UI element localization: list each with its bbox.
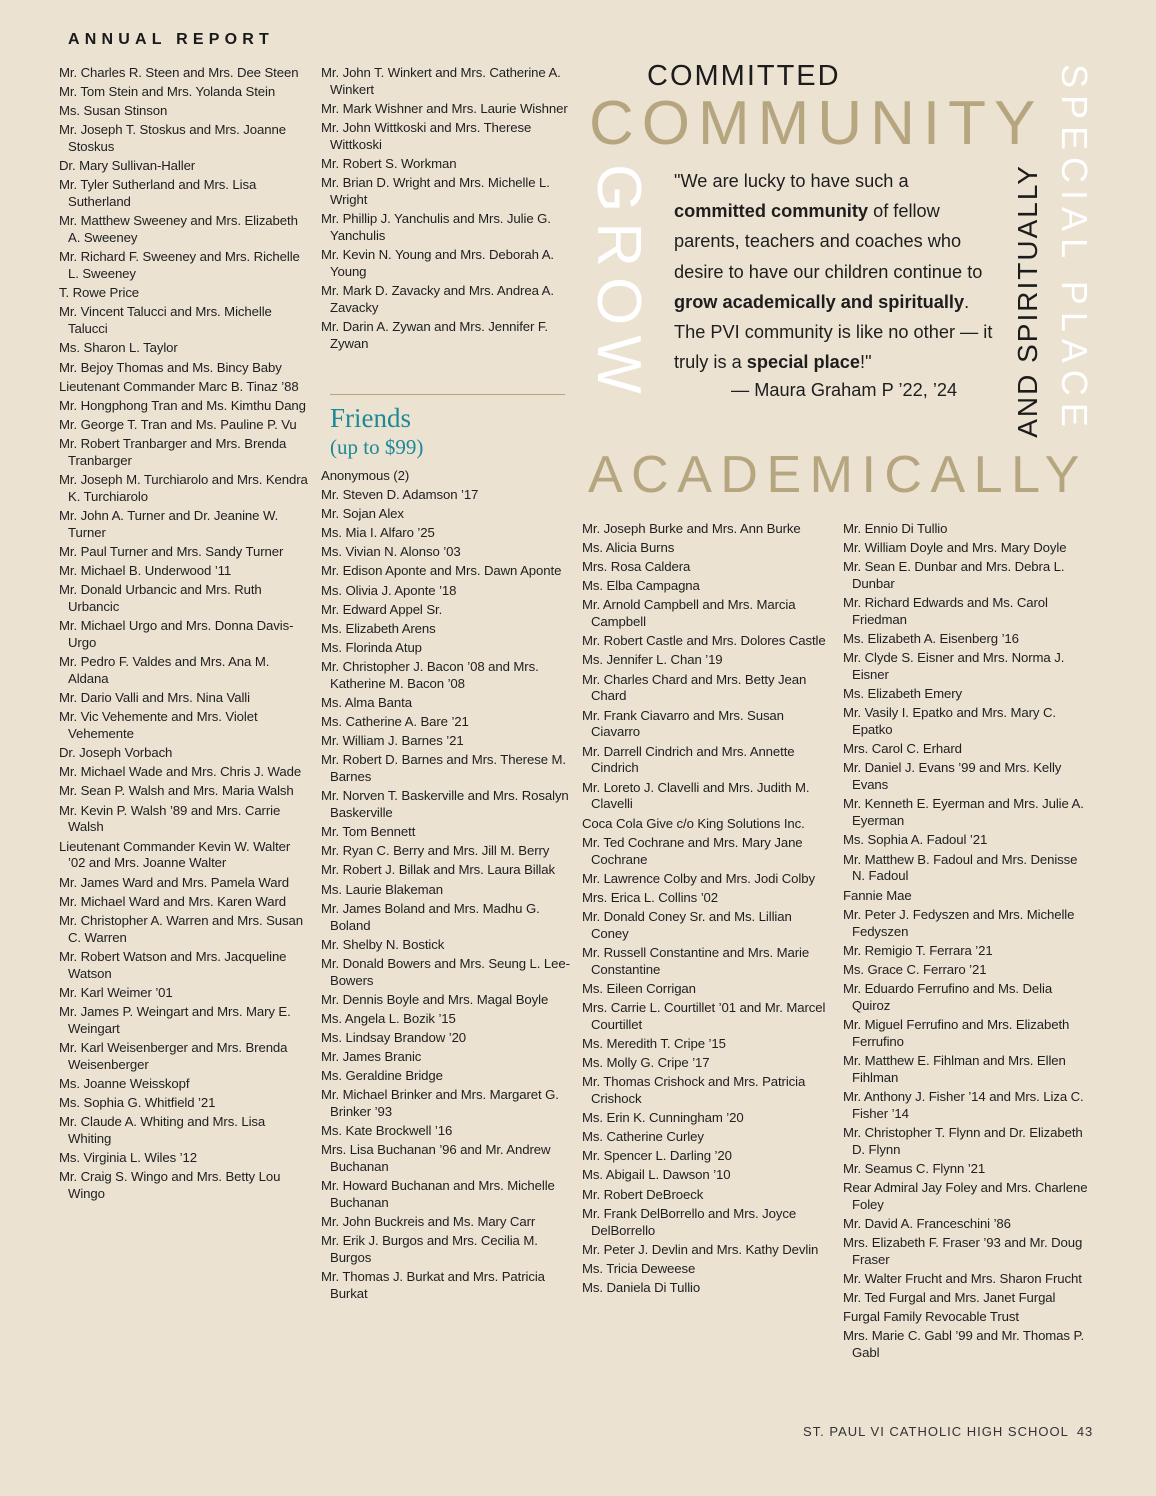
donor-entry: Mr. Paul Turner and Mrs. Sandy Turner <box>59 543 284 559</box>
donor-entry: Ms. Kate Brockwell ’16 <box>321 1123 453 1139</box>
donor-entry: Mr. Michael Wade and Mrs. Chris J. Wade <box>59 764 302 780</box>
donor-entry: Mrs. Carol C. Erhard <box>843 741 962 757</box>
donor-entry: Mr. Karl Weimer ’01 <box>59 984 173 1000</box>
donor-entry: Coca Cola Give c/o King Solutions Inc. <box>582 815 805 831</box>
donor-entry: Mr. Christopher T. Flynn and Dr. Elizabeth D. Flynn <box>843 1124 1083 1157</box>
donor-entry: Ms. Catherine A. Bare ’21 <box>321 714 469 730</box>
donor-entry: Ms. Laurie Blakeman <box>321 881 443 897</box>
donor-entry: Mr. Craig S. Wingo and Mrs. Betty Lou Wingo <box>59 1169 281 1201</box>
donor-entry: Ms. Eileen Corrigan <box>582 980 696 996</box>
donor-entry: Mr. Thomas J. Burkat and Mrs. Patricia Burkat <box>321 1269 545 1302</box>
donor-entry: Ms. Sharon L. Taylor <box>59 340 178 356</box>
donor-entry: Mr. Ted Cochrane and Mrs. Mary Jane Cochrane <box>582 834 803 867</box>
donor-entry: Mr. Erik J. Burgos and Mrs. Cecilia M. Burgos <box>321 1233 538 1266</box>
donor-entry: Mr. Tom Bennett <box>321 824 416 840</box>
donor-entry: Ms. Vivian N. Alonso ’03 <box>321 544 461 560</box>
donor-entry: Mr. Robert S. Workman <box>321 156 457 172</box>
donor-entry: Mr. Christopher J. Bacon ’08 and Mrs. Katherine M. Bacon ’08 <box>321 658 539 691</box>
donor-entry: Mr. Frank Ciavarro and Mrs. Susan Ciavarro <box>582 707 784 740</box>
donor-entry: Mr. Donald Bowers and Mrs. Seung L. Lee-Bowers <box>321 955 570 988</box>
donor-entry: Mr. James Ward and Mrs. Pamela Ward <box>59 874 290 890</box>
donor-entry: Mr. William Doyle and Mrs. Mary Doyle <box>843 540 1067 556</box>
donor-entry: Rear Admiral Jay Foley and Mrs. Charlene Foley <box>843 1179 1088 1212</box>
word-community: COMMUNITY <box>589 89 1044 158</box>
donor-entry: Mr. John T. Winkert and Mrs. Catherine A. Winkert <box>321 65 561 97</box>
donor-entry: Lieutenant Commander Marc B. Tinaz ’88 <box>59 378 299 394</box>
donor-entry: Mr. Norven T. Baskerville and Mrs. Rosalyn Baskerville <box>321 788 569 821</box>
donor-entry: Mrs. Marie C. Gabl ’99 and Mr. Thomas P. Gabl <box>843 1328 1085 1361</box>
donor-entry: Ms. Elizabeth A. Eisenberg ’16 <box>843 631 1019 647</box>
donor-entry: Ms. Elizabeth Emery <box>843 686 963 702</box>
donor-entry: Mr. Tyler Sutherland and Mrs. Lisa Sutherland <box>59 177 257 210</box>
school-name: ST. PAUL VI CATHOLIC HIGH SCHOOL <box>803 1424 1069 1439</box>
donor-entry: Mr. Kevin P. Walsh ’89 and Mrs. Carrie Walsh <box>59 802 281 835</box>
donor-entry: Mr. Robert Castle and Mrs. Dolores Castle <box>582 633 826 649</box>
donor-entry: Mr. Loreto J. Clavelli and Mrs. Judith M. Clavelli <box>582 779 810 812</box>
donor-entry: Mr. Robert J. Billak and Mrs. Laura Billak <box>321 862 555 878</box>
donor-entry: Mr. Darrell Cindrich and Mrs. Annette Cindrich <box>582 743 795 776</box>
donor-entry: Mr. Robert Watson and Mrs. Jacqueline Watson <box>59 948 287 981</box>
donor-entry: Mrs. Carrie L. Courtillet ’01 and Mr. Marcel Courtillet <box>582 999 826 1032</box>
donor-entry: Mr. Matthew B. Fadoul and Mrs. Denisse N. Fadoul <box>843 851 1078 884</box>
donor-entry: Mr. Seamus C. Flynn ’21 <box>843 1160 986 1176</box>
donor-entry: Mr. Matthew Sweeney and Mrs. Elizabeth A. Sweeney <box>59 213 298 246</box>
donor-entry: Mr. Edward Appel Sr. <box>321 601 443 617</box>
donor-entry: Mr. Joseph T. Stoskus and Mrs. Joanne Stoskus <box>59 122 286 155</box>
donor-entry: Mrs. Rosa Caldera <box>582 559 691 575</box>
donor-entry: Mr. Vic Vehemente and Mrs. Violet Vehemente <box>59 709 258 742</box>
quote-attribution: — Maura Graham P ’22, ’24 <box>731 380 958 401</box>
section-divider <box>330 394 565 395</box>
donor-entry: Ms. Meredith T. Cripe ’15 <box>582 1035 726 1051</box>
donor-entry: Mr. Tom Stein and Mrs. Yolanda Stein <box>59 84 276 100</box>
word-and-spiritually: AND SPIRITUALLY <box>1012 164 1043 438</box>
donor-entry: Ms. Elba Campagna <box>582 578 700 594</box>
donor-entry: Mr. Shelby N. Bostick <box>321 936 445 952</box>
donor-entry: Mr. Karl Weisenberger and Mrs. Brenda Weisenberger <box>59 1039 288 1072</box>
donor-entry: Mr. Remigio T. Ferrara ’21 <box>843 942 993 958</box>
donor-entry: Mr. Donald Coney Sr. and Ms. Lillian Coney <box>582 908 792 941</box>
donor-entry: Mr. Arnold Campbell and Mrs. Marcia Campbell <box>582 597 796 630</box>
donor-entry: Mr. Mark Wishner and Mrs. Laurie Wishner <box>321 101 568 116</box>
quote-emphasis: grow academically and spiritually <box>674 291 965 312</box>
donor-entry: Dr. Joseph Vorbach <box>59 745 173 761</box>
donor-entry: Mr. Brian D. Wright and Mrs. Michelle L. Wright <box>321 175 550 208</box>
donor-entry: Mr. Vasily I. Epatko and Mrs. Mary C. Epatko <box>843 705 1056 738</box>
donor-entry: Mr. Ted Furgal and Mrs. Janet Furgal <box>843 1290 1056 1306</box>
donor-entry: Mr. Michael B. Underwood ’11 <box>59 563 232 579</box>
donor-entry: Mr. John Buckreis and Ms. Mary Carr <box>321 1214 536 1230</box>
donor-entry: Mr. Sojan Alex <box>321 506 404 522</box>
quote-part: . The PVI community is like no other — it truly is a <box>674 291 993 373</box>
donor-entry: Ms. Molly G. Cripe ’17 <box>582 1055 710 1071</box>
donor-entry: Ms. Joanne Weisskopf <box>59 1075 190 1091</box>
donor-list-column-4 <box>843 521 1093 1364</box>
donor-entry: Mr. Howard Buchanan and Mrs. Michelle Buchanan <box>321 1178 555 1211</box>
donor-entry: Ms. Tricia Deweese <box>582 1260 696 1276</box>
friends-subheading: (up to $99) <box>330 435 424 459</box>
donor-entry: Ms. Alicia Burns <box>582 540 675 556</box>
donor-entry: Mr. Richard Edwards and Ms. Carol Friedman <box>843 595 1048 628</box>
donor-entry: Furgal Family Revocable Trust <box>843 1309 1019 1325</box>
donor-entry: Mr. Dario Valli and Mrs. Nina Valli <box>59 690 250 706</box>
friends-heading: Friends <box>330 403 411 433</box>
page-number: 43 <box>1076 1424 1094 1439</box>
donor-entry: Mr. Phillip J. Yanchulis and Mrs. Julie G. Yanchulis <box>321 211 551 244</box>
donor-entry: Mr. Ennio Di Tullio <box>843 521 948 536</box>
donor-list-column-3 <box>582 521 832 1299</box>
donor-entry: Mr. Robert DeBroeck <box>582 1186 704 1202</box>
friends-donor-list <box>321 468 571 1305</box>
donor-entry: Ms. Erin K. Cunningham ’20 <box>582 1110 744 1126</box>
quote-part: of fellow parents, teachers and coaches who desire to have our children continue to <box>674 201 983 282</box>
donor-entry: Mr. Joseph M. Turchiarolo and Mrs. Kendra K. Turchiarolo <box>59 471 308 504</box>
donor-entry: Mrs. Elizabeth F. Fraser ’93 and Mr. Doug Fraser <box>843 1235 1083 1267</box>
donor-entry: T. Rowe Price <box>59 285 140 301</box>
donor-entry: Mr. Bejoy Thomas and Ms. Bincy Baby <box>59 359 282 375</box>
donor-entry: Mr. Peter J. Fedyszen and Mrs. Michelle Fedyszen <box>843 906 1075 939</box>
donor-entry: Mr. Mark D. Zavacky and Mrs. Andrea A. Zavacky <box>321 283 554 316</box>
donor-entry: Ms. Grace C. Ferraro ’21 <box>843 961 987 977</box>
donor-entry: Ms. Susan Stinson <box>59 103 168 119</box>
donor-entry: Mr. James Branic <box>321 1048 422 1064</box>
donor-entry: Mr. George T. Tran and Ms. Pauline P. Vu <box>59 416 297 432</box>
donor-entry: Mr. Robert D. Barnes and Mrs. Therese M. Barnes <box>321 752 566 785</box>
donor-entry: Ms. Geraldine Bridge <box>321 1068 443 1084</box>
donor-entry: Mr. Ryan C. Berry and Mrs. Jill M. Berry <box>321 843 550 859</box>
donor-entry: Mr. Anthony J. Fisher ’14 and Mrs. Liza C. Fisher ’14 <box>843 1088 1084 1121</box>
donor-entry: Mr. Robert Tranbarger and Mrs. Brenda Tranbarger <box>59 435 287 468</box>
donor-entry: Mr. James P. Weingart and Mrs. Mary E. Weingart <box>59 1003 291 1036</box>
donor-entry: Dr. Mary Sullivan-Haller <box>59 158 196 174</box>
donor-list-column-2 <box>321 65 571 355</box>
donor-entry: Ms. Elizabeth Arens <box>321 620 436 636</box>
donor-entry: Mr. Peter J. Devlin and Mrs. Kathy Devlin <box>582 1241 819 1257</box>
donor-entry: Fannie Mae <box>843 887 912 903</box>
donor-entry: Ms. Olivia J. Aponte ’18 <box>321 582 457 598</box>
testimonial-quote <box>674 166 1004 404</box>
donor-entry: Mr. Joseph Burke and Mrs. Ann Burke <box>582 521 801 536</box>
donor-entry: Mr. Christopher A. Warren and Mrs. Susan C. Warren <box>59 912 303 945</box>
donor-entry: Mr. Claude A. Whiting and Mrs. Lisa Whiting <box>59 1113 266 1146</box>
donor-entry: Mr. Donald Urbancic and Mrs. Ruth Urbancic <box>59 582 262 615</box>
donor-entry: Mr. Michael Brinker and Mrs. Margaret G. Brinker ’93 <box>321 1087 559 1120</box>
word-special-place: SPECIAL PLACE <box>1054 64 1095 434</box>
donor-entry: Mr. Walter Frucht and Mrs. Sharon Frucht <box>843 1271 1082 1287</box>
donor-entry: Ms. Catherine Curley <box>582 1129 704 1145</box>
donor-entry: Mr. Pedro F. Valdes and Mrs. Ana M. Aldana <box>59 654 270 687</box>
donor-entry: Mr. James Boland and Mrs. Madhu G. Boland <box>321 900 540 933</box>
donor-entry: Mr. Hongphong Tran and Ms. Kimthu Dang <box>59 397 306 413</box>
donor-entry: Mr. Michael Urgo and Mrs. Donna Davis-Urgo <box>59 618 294 651</box>
donor-entry: Mr. Miguel Ferrufino and Mrs. Elizabeth Ferrufino <box>843 1016 1070 1049</box>
donor-entry: Anonymous (2) <box>321 468 410 483</box>
donor-entry: Mr. Matthew E. Fihlman and Mrs. Ellen Fihlman <box>843 1052 1066 1085</box>
donor-entry: Ms. Abigail L. Dawson ’10 <box>582 1167 731 1183</box>
donor-entry: Ms. Mia I. Alfaro ’25 <box>321 525 435 541</box>
donor-entry: Mr. Clyde S. Eisner and Mrs. Norma J. Eisner <box>843 650 1065 683</box>
donor-entry: Mr. Sean E. Dunbar and Mrs. Debra L. Dunbar <box>843 559 1065 592</box>
report-header: ANNUAL REPORT <box>68 31 274 48</box>
donor-entry: Mr. Russell Constantine and Mrs. Marie Constantine <box>582 944 810 977</box>
donor-entry: Mr. Kenneth E. Eyerman and Mrs. Julie A. Eyerman <box>843 796 1084 829</box>
donor-entry: Lieutenant Commander Kevin W. Walter ’02 and Mrs. Joanne Walter <box>59 838 291 871</box>
donor-entry: Mr. Lawrence Colby and Mrs. Jodi Colby <box>582 870 815 886</box>
donor-entry: Mrs. Lisa Buchanan ’96 and Mr. Andrew Buchanan <box>321 1142 551 1175</box>
quote-part: "We are lucky to have such a <box>674 171 909 191</box>
donor-entry: Mr. Edison Aponte and Mrs. Dawn Aponte <box>321 563 562 579</box>
donor-entry: Ms. Jennifer L. Chan ’19 <box>582 652 723 668</box>
donor-entry: Mr. Spencer L. Darling ’20 <box>582 1148 732 1164</box>
word-committed: COMMITTED <box>647 60 841 92</box>
word-academically: ACADEMICALLY <box>588 446 1088 504</box>
donor-entry: Mr. Frank DelBorrello and Mrs. Joyce DelBorrello <box>582 1205 797 1238</box>
donor-entry: Ms. Angela L. Bozik ’15 <box>321 1010 456 1026</box>
donor-entry: Ms. Lindsay Brandow ’20 <box>321 1029 467 1045</box>
donor-entry: Mr. David A. Franceschini ’86 <box>843 1215 1011 1231</box>
donor-entry: Mr. Kevin N. Young and Mrs. Deborah A. Young <box>321 247 554 280</box>
donor-entry: Mr. Darin A. Zywan and Mrs. Jennifer F. Zywan <box>321 319 548 352</box>
page-footer <box>803 1424 1093 1439</box>
donor-entry: Mr. John Wittkoski and Mrs. Therese Wittkoski <box>321 120 532 152</box>
donor-entry: Ms. Sophia G. Whitfield ’21 <box>59 1094 216 1110</box>
donor-entry: Mr. Dennis Boyle and Mrs. Magal Boyle <box>321 991 549 1007</box>
quote-text <box>674 166 1004 377</box>
donor-entry: Ms. Daniela Di Tullio <box>582 1279 701 1295</box>
quote-emphasis: committed community <box>674 201 869 222</box>
quote-part: !" <box>860 352 872 373</box>
donor-entry: Mr. Thomas Crishock and Mrs. Patricia Crishock <box>582 1074 806 1107</box>
word-grow: GROW <box>584 164 653 404</box>
donor-entry: Mr. Steven D. Adamson ’17 <box>321 487 479 503</box>
donor-entry: Ms. Sophia A. Fadoul ’21 <box>843 832 988 848</box>
donor-entry: Mrs. Erica L. Collins ’02 <box>582 889 719 905</box>
donor-entry: Mr. John A. Turner and Dr. Jeanine W. Turner <box>59 507 279 540</box>
donor-entry: Mr. Charles R. Steen and Mrs. Dee Steen <box>59 65 299 80</box>
donor-entry: Ms. Florinda Atup <box>321 639 422 655</box>
donor-entry: Ms. Virginia L. Wiles ’12 <box>59 1149 197 1165</box>
donor-entry: Mr. Richard F. Sweeney and Mrs. Richelle L. Sweeney <box>59 249 300 282</box>
donor-entry: Mr. Charles Chard and Mrs. Betty Jean Chard <box>582 671 807 704</box>
donor-entry: Mr. Michael Ward and Mrs. Karen Ward <box>59 893 286 909</box>
donor-list-column-1 <box>59 65 309 1205</box>
donor-entry: Ms. Alma Banta <box>321 694 412 710</box>
donor-entry: Mr. Daniel J. Evans ’99 and Mrs. Kelly Evans <box>843 760 1062 793</box>
donor-entry: Mr. William J. Barnes ’21 <box>321 733 464 749</box>
donor-entry: Mr. Vincent Talucci and Mrs. Michelle Talucci <box>59 304 272 337</box>
quote-emphasis: special place <box>746 352 861 373</box>
donor-entry: Mr. Sean P. Walsh and Mrs. Maria Walsh <box>59 783 294 799</box>
donor-entry: Mr. Eduardo Ferrufino and Ms. Delia Quiroz <box>843 980 1053 1013</box>
